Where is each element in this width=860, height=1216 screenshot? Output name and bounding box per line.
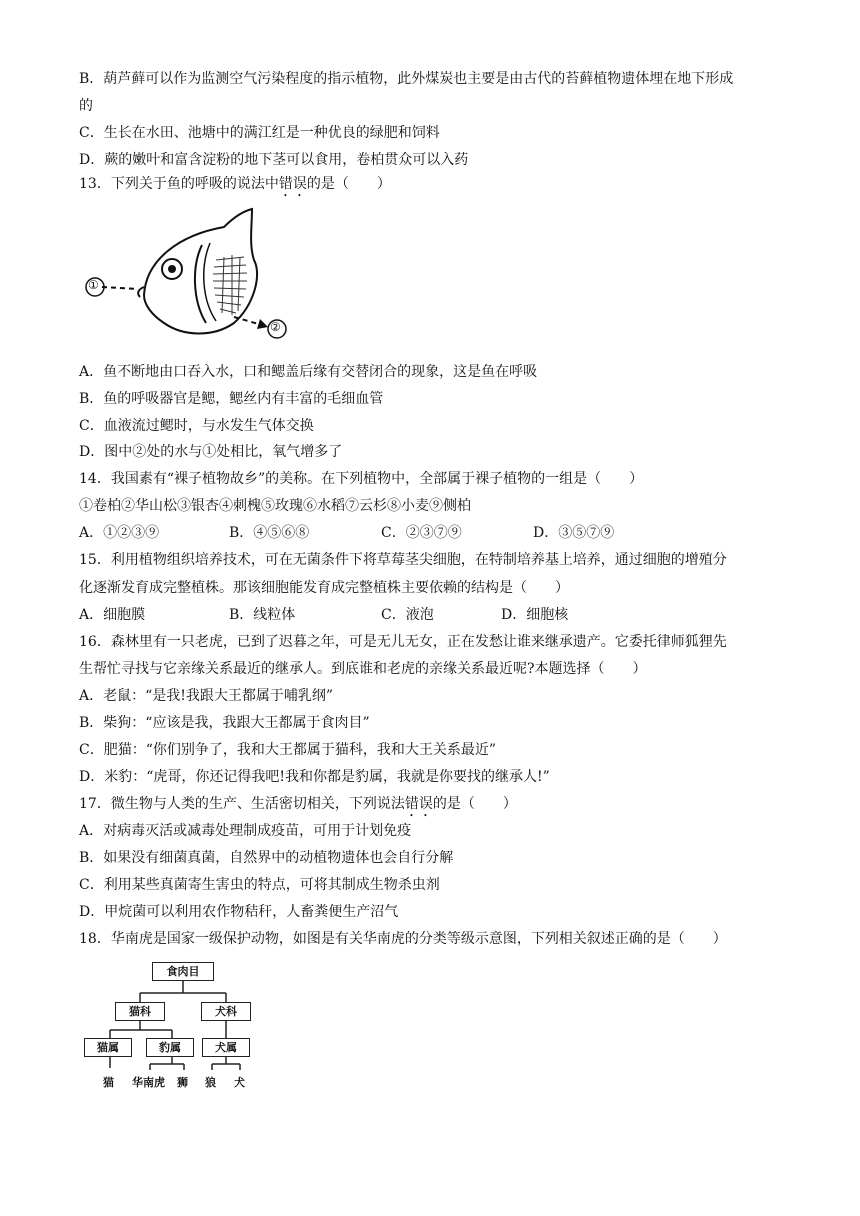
fish-respiration-figure [84,205,294,345]
q17-option-d: D．甲烷菌可以利用农作物秸秆，人畜粪便生产沼气 [79,904,399,920]
q16-option-c: C．肥猫：“你们别争了，我和大王都属于猫科，我和大王关系最近” [79,742,497,758]
q14-option-c: C．②③⑦⑨ [381,525,462,541]
q12-option-d: D．蕨的嫩叶和富含淀粉的地下茎可以食用，卷柏贯众可以入药 [79,152,469,168]
q14-option-b: B．④⑤⑥⑧ [229,525,310,541]
q13-stem: 13．下列关于鱼的呼吸的说法中错误的是（ ） [79,176,391,192]
node-carnivora: 食肉目 [152,962,214,981]
node-panthera: 豹属 [146,1038,194,1057]
q14-plant-list: ①卷柏②华山松③银杏④刺槐⑤玫瑰⑥水稻⑦云杉⑧小麦⑨侧柏 [79,498,471,514]
species-cat: 猫 [103,1076,114,1089]
node-felis: 猫属 [84,1038,132,1057]
node-canidae: 犬科 [201,1002,251,1021]
species-south-china-tiger: 华南虎 [132,1076,165,1089]
q16-stem-line2: 生帮忙寻找与它亲缘关系最近的继承人。到底谁和老虎的亲缘关系最近呢?本题选择（ ） [79,661,647,677]
q15-stem-line1: 15．利用植物组织培养技术，可在无菌条件下将草莓茎尖细胞，在特制培养基上培养，通过细胞的增殖分 [79,552,727,568]
q12-option-c: C．生长在水田、池塘中的满江红是一种优良的绿肥和饲料 [79,125,440,141]
q15-option-a: A．细胞膜 [79,607,146,623]
q17-option-a: A．对病毒灭活或减毒处理制成疫苗，可用于计划免疫 [79,823,412,839]
q16-option-d: D．米豹：“虎哥，你还记得我吧!我和你都是豹属，我就是你要找的继承人!” [79,769,550,785]
q14-options [79,523,614,543]
species-dog: 犬 [234,1076,245,1089]
q16-option-b: B．柴狗：“应该是我，我跟大王都属于食肉目” [79,715,370,731]
species-lion: 狮 [177,1076,188,1089]
q14-stem: 14．我国素有“裸子植物故乡”的美称。在下列植物中，全部属于裸子植物的一组是（ ） [79,471,644,487]
q15-stem-line2: 化逐渐发育成完整植株。那该细胞能发育成完整植株主要依赖的结构是（ ） [79,580,569,596]
q14-option-d: D．③⑤⑦⑨ [533,525,615,541]
q13-option-b: B．鱼的呼吸器官是鳃，鳃丝内有丰富的毛细血管 [79,391,384,407]
q15-options [79,605,568,625]
q17-emphasis: 错误 [404,796,433,812]
fish-label-2: ② [270,320,281,334]
node-felidae: 猫科 [115,1002,165,1021]
node-canis: 犬属 [202,1038,250,1057]
q18-stem: 18．华南虎是国家一级保护动物，如图是有关华南虎的分类等级示意图，下列相关叙述正确的是（ ） [79,931,727,947]
q15-option-b: B．线粒体 [229,607,296,623]
fish-label-1: ① [88,278,99,292]
q14-option-a: A．①②③⑨ [79,525,160,541]
q12-option-b-line2: 的 [79,98,93,114]
q13-option-a: A．鱼不断地由口吞入水，口和鳃盖后缘有交替闭合的现象，这是鱼在呼吸 [79,364,538,380]
q17-stem: 17．微生物与人类的生产、生活密切相关，下列说法错误的是（ ） [79,796,517,812]
q16-stem-line1: 16．森林里有一只老虎，已到了迟暮之年，可是无儿无女，正在发愁让谁来继承遗产。它委托律师狐狸先 [79,634,727,650]
q17-option-c: C．利用某些真菌寄生害虫的特点，可将其制成生物杀虫剂 [79,877,440,893]
q13-option-c: C．血液流过鳃时，与水发生气体交换 [79,418,314,434]
q17-option-b: B．如果没有细菌真菌，自然界中的动植物遗体也会自行分解 [79,850,454,866]
q16-option-a: A．老鼠：“是我!我跟大王都属于哺乳纲” [79,688,334,704]
q15-option-d: D．细胞核 [501,607,569,623]
species-wolf: 狼 [205,1076,216,1089]
q13-option-d: D．图中②处的水与①处相比，氧气增多了 [79,444,343,460]
q15-option-c: C．液泡 [381,607,434,623]
q13-emphasis: 错误 [278,176,307,192]
q12-option-b-line1: B．葫芦藓可以作为监测空气污染程度的指示植物，此外煤炭也主要是由古代的苔藓植物遗体埋在地下形成 [79,71,734,87]
